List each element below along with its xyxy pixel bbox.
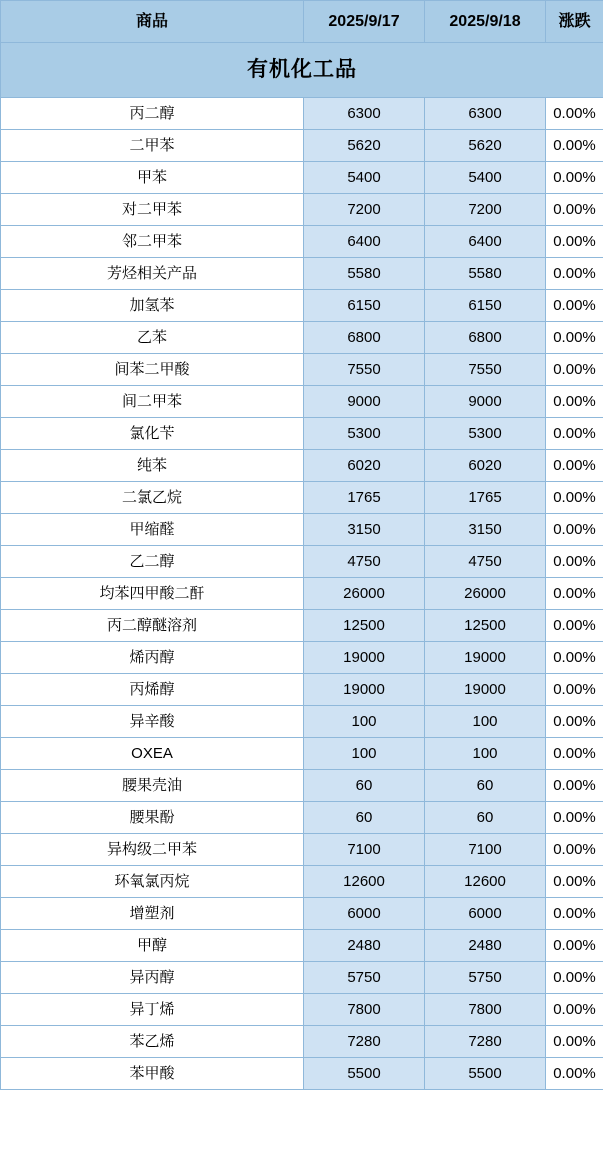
cell-commodity-name: 丙烯醇 — [1, 674, 304, 706]
table-row — [1, 194, 603, 226]
cell-price-date-1: 12600 — [304, 866, 425, 898]
cell-change: 0.00% — [546, 162, 603, 194]
cell-price-date-1: 12500 — [304, 610, 425, 642]
cell-commodity-name: 芳烃相关产品 — [1, 258, 304, 290]
cell-change: 0.00% — [546, 866, 603, 898]
cell-price-date-1: 6150 — [304, 290, 425, 322]
cell-commodity-name: 间二甲苯 — [1, 386, 304, 418]
column-header-date-2: 2025/9/18 — [425, 1, 546, 43]
cell-change: 0.00% — [546, 258, 603, 290]
table-row — [1, 418, 603, 450]
cell-price-date-2: 9000 — [425, 386, 546, 418]
cell-price-date-2: 6020 — [425, 450, 546, 482]
table-row — [1, 162, 603, 194]
cell-change: 0.00% — [546, 354, 603, 386]
cell-change: 0.00% — [546, 802, 603, 834]
cell-price-date-2: 6000 — [425, 898, 546, 930]
table-row — [1, 802, 603, 834]
cell-price-date-2: 26000 — [425, 578, 546, 610]
cell-price-date-1: 60 — [304, 802, 425, 834]
cell-price-date-2: 2480 — [425, 930, 546, 962]
cell-price-date-2: 7800 — [425, 994, 546, 1026]
table-row — [1, 1058, 603, 1090]
table-row — [1, 866, 603, 898]
table-header — [1, 1, 603, 43]
cell-price-date-2: 5300 — [425, 418, 546, 450]
table-row — [1, 258, 603, 290]
cell-change: 0.00% — [546, 130, 603, 162]
cell-commodity-name: 二甲苯 — [1, 130, 304, 162]
table-row — [1, 546, 603, 578]
cell-price-date-1: 1765 — [304, 482, 425, 514]
cell-change: 0.00% — [546, 194, 603, 226]
table-row — [1, 706, 603, 738]
cell-change: 0.00% — [546, 610, 603, 642]
cell-change: 0.00% — [546, 1026, 603, 1058]
cell-commodity-name: 甲醇 — [1, 930, 304, 962]
header-row — [1, 1, 603, 43]
cell-price-date-1: 7100 — [304, 834, 425, 866]
table-row — [1, 130, 603, 162]
cell-change: 0.00% — [546, 386, 603, 418]
cell-commodity-name: 加氢苯 — [1, 290, 304, 322]
cell-price-date-2: 5580 — [425, 258, 546, 290]
cell-price-date-1: 6020 — [304, 450, 425, 482]
cell-price-date-1: 6400 — [304, 226, 425, 258]
cell-commodity-name: 环氧氯丙烷 — [1, 866, 304, 898]
cell-price-date-1: 60 — [304, 770, 425, 802]
cell-price-date-2: 5400 — [425, 162, 546, 194]
cell-price-date-1: 6800 — [304, 322, 425, 354]
cell-change: 0.00% — [546, 578, 603, 610]
table-row — [1, 930, 603, 962]
cell-price-date-1: 100 — [304, 706, 425, 738]
cell-price-date-1: 7280 — [304, 1026, 425, 1058]
cell-price-date-2: 5500 — [425, 1058, 546, 1090]
table-row — [1, 98, 603, 130]
cell-change: 0.00% — [546, 738, 603, 770]
cell-price-date-2: 6800 — [425, 322, 546, 354]
cell-commodity-name: 腰果酚 — [1, 802, 304, 834]
cell-price-date-1: 100 — [304, 738, 425, 770]
cell-change: 0.00% — [546, 1058, 603, 1090]
cell-price-date-1: 5400 — [304, 162, 425, 194]
table-row — [1, 834, 603, 866]
cell-price-date-1: 7200 — [304, 194, 425, 226]
cell-change: 0.00% — [546, 450, 603, 482]
table-row — [1, 322, 603, 354]
cell-price-date-1: 7550 — [304, 354, 425, 386]
cell-change: 0.00% — [546, 994, 603, 1026]
cell-change: 0.00% — [546, 898, 603, 930]
cell-change: 0.00% — [546, 674, 603, 706]
cell-price-date-2: 100 — [425, 738, 546, 770]
cell-change: 0.00% — [546, 226, 603, 258]
cell-commodity-name: 二氯乙烷 — [1, 482, 304, 514]
table-row — [1, 514, 603, 546]
cell-commodity-name: 苯甲酸 — [1, 1058, 304, 1090]
table-row — [1, 450, 603, 482]
table-row — [1, 642, 603, 674]
cell-price-date-2: 3150 — [425, 514, 546, 546]
cell-price-date-1: 5580 — [304, 258, 425, 290]
cell-change: 0.00% — [546, 546, 603, 578]
table-row — [1, 994, 603, 1026]
cell-commodity-name: 乙苯 — [1, 322, 304, 354]
section-title: 有机化工品 — [1, 43, 603, 98]
cell-commodity-name: 均苯四甲酸二酐 — [1, 578, 304, 610]
cell-change: 0.00% — [546, 930, 603, 962]
cell-commodity-name: 间苯二甲酸 — [1, 354, 304, 386]
cell-price-date-2: 5750 — [425, 962, 546, 994]
table-row — [1, 226, 603, 258]
cell-commodity-name: 甲苯 — [1, 162, 304, 194]
cell-price-date-2: 1765 — [425, 482, 546, 514]
cell-change: 0.00% — [546, 514, 603, 546]
cell-price-date-2: 4750 — [425, 546, 546, 578]
cell-change: 0.00% — [546, 642, 603, 674]
section-header-row — [1, 43, 603, 98]
cell-price-date-1: 26000 — [304, 578, 425, 610]
cell-price-date-1: 9000 — [304, 386, 425, 418]
table-row — [1, 578, 603, 610]
cell-commodity-name: 异丁烯 — [1, 994, 304, 1026]
cell-commodity-name: 异辛酸 — [1, 706, 304, 738]
cell-change: 0.00% — [546, 706, 603, 738]
cell-commodity-name: 腰果壳油 — [1, 770, 304, 802]
column-header-change: 涨跌 — [546, 1, 603, 43]
cell-price-date-1: 5750 — [304, 962, 425, 994]
cell-commodity-name: 乙二醇 — [1, 546, 304, 578]
cell-commodity-name: 增塑剂 — [1, 898, 304, 930]
cell-price-date-2: 12600 — [425, 866, 546, 898]
cell-change: 0.00% — [546, 418, 603, 450]
cell-change: 0.00% — [546, 290, 603, 322]
cell-price-date-1: 5300 — [304, 418, 425, 450]
cell-price-date-1: 19000 — [304, 674, 425, 706]
cell-price-date-2: 7550 — [425, 354, 546, 386]
cell-price-date-2: 60 — [425, 802, 546, 834]
cell-change: 0.00% — [546, 962, 603, 994]
cell-price-date-2: 5620 — [425, 130, 546, 162]
cell-commodity-name: 异构级二甲苯 — [1, 834, 304, 866]
cell-change: 0.00% — [546, 482, 603, 514]
column-header-date-1: 2025/9/17 — [304, 1, 425, 43]
cell-commodity-name: 氯化苄 — [1, 418, 304, 450]
cell-price-date-1: 19000 — [304, 642, 425, 674]
cell-commodity-name: 烯丙醇 — [1, 642, 304, 674]
cell-price-date-2: 7100 — [425, 834, 546, 866]
cell-commodity-name: 异丙醇 — [1, 962, 304, 994]
cell-price-date-1: 6300 — [304, 98, 425, 130]
cell-commodity-name: 苯乙烯 — [1, 1026, 304, 1058]
cell-commodity-name: 邻二甲苯 — [1, 226, 304, 258]
cell-price-date-1: 5620 — [304, 130, 425, 162]
cell-price-date-2: 7200 — [425, 194, 546, 226]
cell-price-date-2: 100 — [425, 706, 546, 738]
cell-price-date-2: 19000 — [425, 642, 546, 674]
cell-price-date-2: 6300 — [425, 98, 546, 130]
cell-change: 0.00% — [546, 770, 603, 802]
cell-price-date-2: 6150 — [425, 290, 546, 322]
cell-commodity-name: 对二甲苯 — [1, 194, 304, 226]
cell-commodity-name: 丙二醇 — [1, 98, 304, 130]
cell-price-date-1: 2480 — [304, 930, 425, 962]
cell-price-date-2: 19000 — [425, 674, 546, 706]
cell-change: 0.00% — [546, 322, 603, 354]
cell-change: 0.00% — [546, 98, 603, 130]
table-row — [1, 482, 603, 514]
table-row — [1, 1026, 603, 1058]
table-row — [1, 738, 603, 770]
table-row — [1, 290, 603, 322]
cell-price-date-2: 6400 — [425, 226, 546, 258]
cell-price-date-2: 7280 — [425, 1026, 546, 1058]
table-row — [1, 674, 603, 706]
table-row — [1, 898, 603, 930]
cell-price-date-1: 7800 — [304, 994, 425, 1026]
cell-price-date-1: 5500 — [304, 1058, 425, 1090]
table-row — [1, 962, 603, 994]
cell-price-date-1: 6000 — [304, 898, 425, 930]
table-row — [1, 610, 603, 642]
table-row — [1, 770, 603, 802]
cell-commodity-name: 丙二醇醚溶剂 — [1, 610, 304, 642]
cell-commodity-name: 甲缩醛 — [1, 514, 304, 546]
table-row — [1, 354, 603, 386]
cell-price-date-1: 4750 — [304, 546, 425, 578]
cell-price-date-2: 12500 — [425, 610, 546, 642]
cell-change: 0.00% — [546, 834, 603, 866]
cell-price-date-1: 3150 — [304, 514, 425, 546]
cell-commodity-name: 纯苯 — [1, 450, 304, 482]
column-header-commodity: 商品 — [1, 1, 304, 43]
cell-price-date-2: 60 — [425, 770, 546, 802]
table-row — [1, 386, 603, 418]
cell-commodity-name: OXEA — [1, 738, 304, 770]
table-body — [1, 43, 603, 1090]
